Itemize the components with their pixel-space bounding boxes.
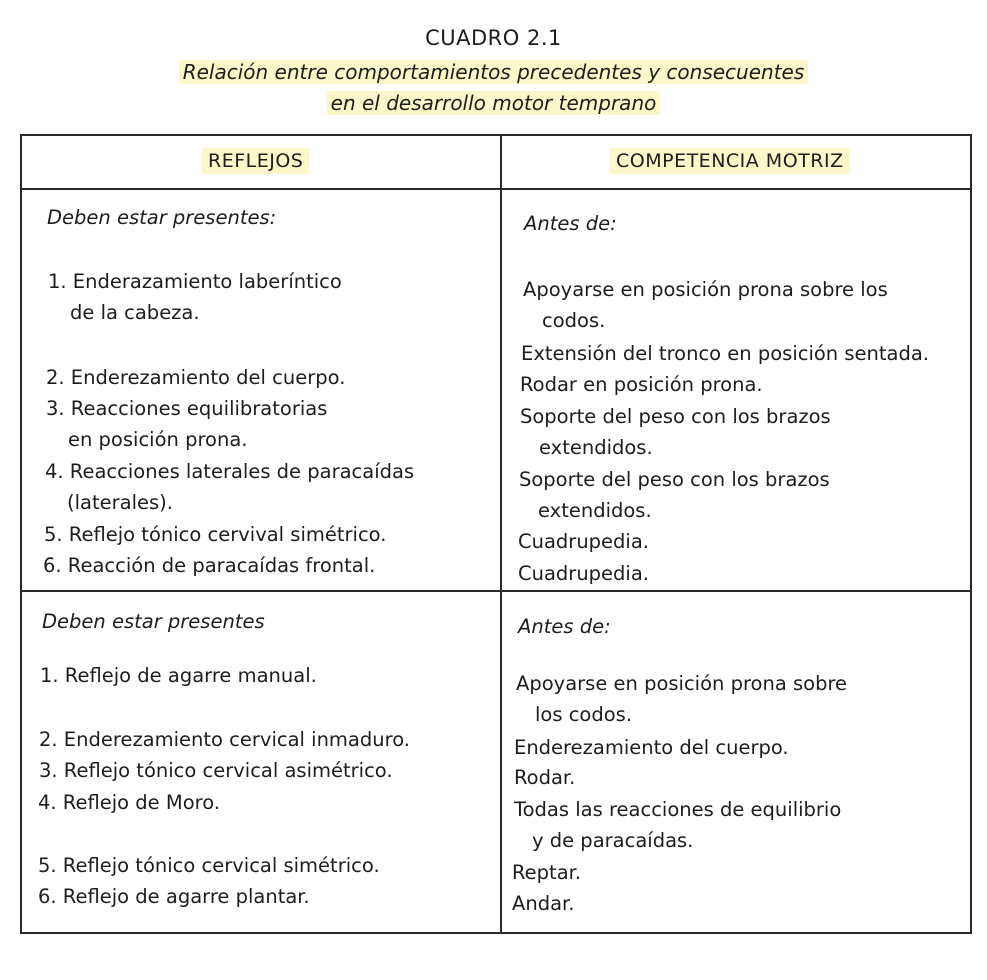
list-item: 4. Reflejo de Moro. xyxy=(38,791,221,814)
list-item: 1. Reflejo de agarre manual. xyxy=(40,664,317,687)
list-item: de la cabeza. xyxy=(70,301,200,324)
list-item: Enderezamiento del cuerpo. xyxy=(514,736,789,759)
list-item: Reptar. xyxy=(512,861,582,884)
section1-left-heading: Deben estar presentes: xyxy=(47,206,277,229)
list-item: Andar. xyxy=(512,892,575,915)
list-item: Soporte del peso con los brazos xyxy=(520,405,831,428)
column-divider xyxy=(500,136,502,932)
list-item: y de paracaídas. xyxy=(532,829,694,852)
list-item: Cuadrupedia. xyxy=(518,562,649,585)
section2-right-heading: Antes de: xyxy=(518,615,611,638)
list-item: los codos. xyxy=(535,703,633,726)
list-item: Extensión del tronco en posición sentada. xyxy=(521,342,929,365)
list-item: 6. Reflejo de agarre plantar. xyxy=(38,885,310,908)
table-subtitle-line-1: Relación entre comportamientos precedentes y consecuentes xyxy=(0,57,987,87)
list-item: Cuadrupedia. xyxy=(518,530,649,553)
header-divider xyxy=(22,188,970,190)
reflex-competence-table xyxy=(20,134,972,934)
list-item: (laterales). xyxy=(67,491,173,514)
table-caption: CUADRO 2.1 xyxy=(425,26,562,50)
list-item: Rodar en posición prona. xyxy=(520,373,763,396)
list-item: 2. Enderezamiento del cuerpo. xyxy=(46,366,346,389)
list-item: Apoyarse en posición prona sobre los xyxy=(523,278,888,301)
section-divider xyxy=(22,590,970,592)
list-item: 1. Enderazamiento laberíntico xyxy=(48,270,342,293)
list-item: 2. Enderezamiento cervical inmaduro. xyxy=(39,728,410,751)
list-item: extendidos. xyxy=(538,499,652,522)
list-item: Rodar. xyxy=(514,766,576,789)
column-header-reflejos: REFLEJOS xyxy=(202,150,309,172)
list-item: codos. xyxy=(542,309,606,332)
list-item: 6. Reacción de paracaídas frontal. xyxy=(43,554,376,577)
column-header-competencia-motriz: COMPETENCIA MOTRIZ xyxy=(610,150,850,172)
list-item: extendidos. xyxy=(539,436,653,459)
list-item: en posición prona. xyxy=(68,428,248,451)
list-item: Soporte del peso con los brazos xyxy=(519,468,830,491)
list-item: 4. Reacciones laterales de paracaídas xyxy=(45,460,415,483)
list-item: 5. Reflejo tónico cervival simétrico. xyxy=(44,523,387,546)
list-item: 3. Reflejo tónico cervical asimétrico. xyxy=(39,759,393,782)
section2-left-heading: Deben estar presentes xyxy=(42,610,265,633)
table-subtitle-line-2: en el desarrollo motor temprano xyxy=(0,88,987,118)
section1-right-heading: Antes de: xyxy=(524,212,617,235)
list-item: Apoyarse en posición prona sobre xyxy=(516,672,848,695)
list-item: Todas las reacciones de equilibrio xyxy=(514,798,842,821)
list-item: 3. Reacciones equilibratorias xyxy=(46,397,328,420)
list-item: 5. Reflejo tónico cervical simétrico. xyxy=(38,854,380,877)
